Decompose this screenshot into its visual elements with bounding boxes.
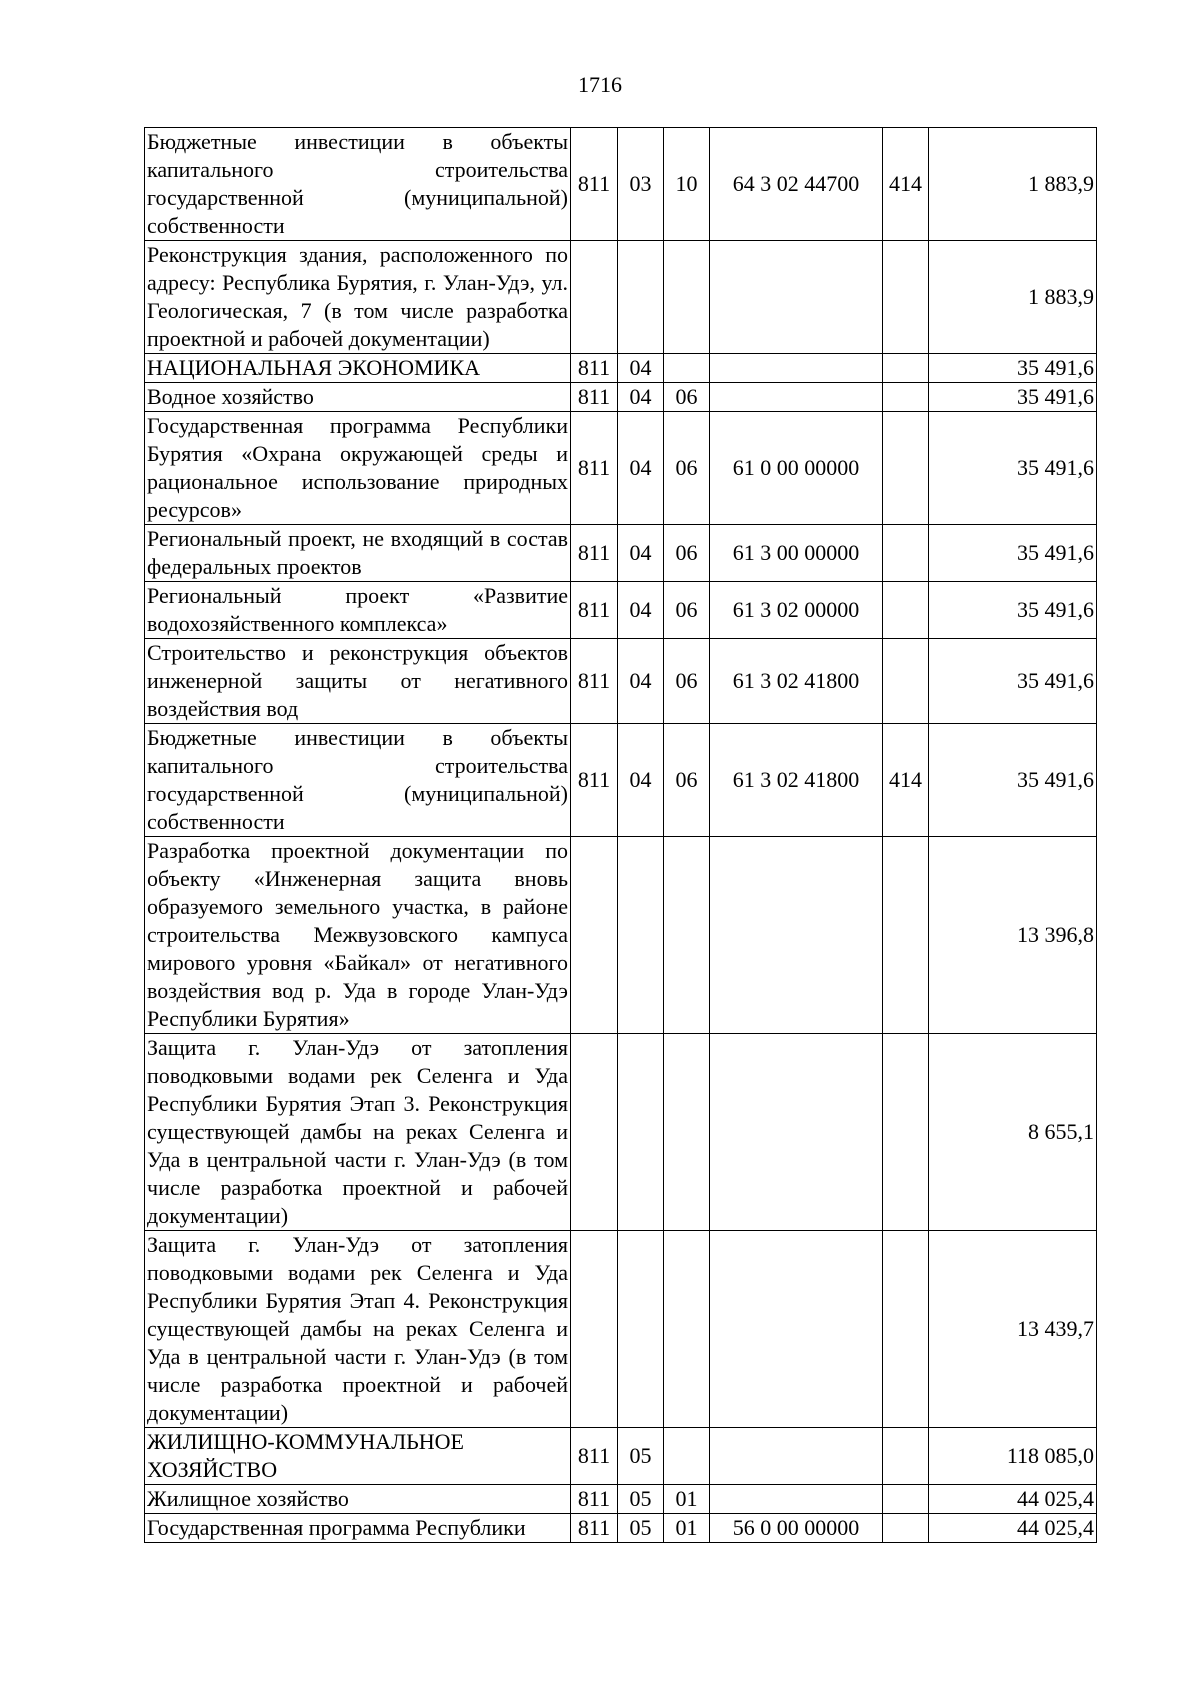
expense-type-code <box>883 354 929 383</box>
admin-code: 811 <box>571 1428 618 1485</box>
subsection-code: 10 <box>664 128 710 241</box>
expense-type-code <box>883 1485 929 1514</box>
row-name: Бюджетные инвестиции в объекты капитального строительства государственной (муниципальной) собственности <box>145 724 571 837</box>
row-name: Региональный проект, не входящий в состав федеральных проектов <box>145 525 571 582</box>
table-row <box>145 639 1097 724</box>
expense-type-code: 414 <box>883 128 929 241</box>
section-code: 04 <box>618 724 664 837</box>
row-name: Государственная программа Республики <box>145 1514 571 1543</box>
row-name: Водное хозяйство <box>145 383 571 412</box>
table-row <box>145 128 1097 241</box>
section-code <box>618 1034 664 1231</box>
section-code <box>618 241 664 354</box>
admin-code: 811 <box>571 582 618 639</box>
amount: 1 883,9 <box>929 128 1097 241</box>
target-article-code: 61 3 02 41800 <box>710 724 883 837</box>
subsection-code <box>664 241 710 354</box>
amount: 35 491,6 <box>929 724 1097 837</box>
row-name: НАЦИОНАЛЬНАЯ ЭКОНОМИКА <box>145 354 571 383</box>
target-article-code <box>710 1428 883 1485</box>
subsection-code: 06 <box>664 724 710 837</box>
subsection-code <box>664 837 710 1034</box>
expense-type-code <box>883 1231 929 1428</box>
table-row <box>145 837 1097 1034</box>
admin-code: 811 <box>571 1514 618 1543</box>
section-code: 05 <box>618 1485 664 1514</box>
target-article-code: 64 3 02 44700 <box>710 128 883 241</box>
page-number: 1716 <box>578 72 622 97</box>
subsection-code: 01 <box>664 1485 710 1514</box>
table-row <box>145 525 1097 582</box>
subsection-code <box>664 1428 710 1485</box>
table-row <box>145 412 1097 525</box>
section-code: 04 <box>618 582 664 639</box>
target-article-code: 56 0 00 00000 <box>710 1514 883 1543</box>
row-name: ЖИЛИЩНО-КОММУНАЛЬНОЕ ХОЗЯЙСТВО <box>145 1428 571 1485</box>
amount: 8 655,1 <box>929 1034 1097 1231</box>
section-code <box>618 837 664 1034</box>
target-article-code <box>710 1231 883 1428</box>
subsection-code <box>664 1231 710 1428</box>
table-row <box>145 1034 1097 1231</box>
subsection-code <box>664 354 710 383</box>
table-row <box>145 241 1097 354</box>
table-row <box>145 1514 1097 1543</box>
subsection-code: 06 <box>664 582 710 639</box>
target-article-code: 61 3 00 00000 <box>710 525 883 582</box>
row-name: Реконструкция здания, расположенного по адресу: Республика Бурятия, г. Улан-Удэ, ул. Геологическая, 7 (в том числе разработка проектной и рабочей документации) <box>145 241 571 354</box>
amount: 35 491,6 <box>929 639 1097 724</box>
admin-code <box>571 1231 618 1428</box>
row-name: Жилищное хозяйство <box>145 1485 571 1514</box>
expense-type-code: 414 <box>883 724 929 837</box>
admin-code: 811 <box>571 1485 618 1514</box>
target-article-code: 61 3 02 41800 <box>710 639 883 724</box>
section-code: 04 <box>618 412 664 525</box>
target-article-code <box>710 241 883 354</box>
expense-type-code <box>883 639 929 724</box>
amount: 44 025,4 <box>929 1485 1097 1514</box>
table-row <box>145 582 1097 639</box>
amount: 35 491,6 <box>929 525 1097 582</box>
subsection-code <box>664 1034 710 1231</box>
subsection-code: 06 <box>664 383 710 412</box>
table-row <box>145 1485 1097 1514</box>
admin-code: 811 <box>571 525 618 582</box>
target-article-code <box>710 837 883 1034</box>
expense-type-code <box>883 837 929 1034</box>
admin-code <box>571 241 618 354</box>
section-code: 04 <box>618 354 664 383</box>
target-article-code: 61 3 02 00000 <box>710 582 883 639</box>
row-name: Разработка проектной документации по объекту «Инженерная защита вновь образуемого земельного участка, в районе строительства Межвузовского кампуса мирового уровня «Байкал» от негативного воздействия вод р. Уда в городе Улан-Удэ Республики Бурятия» <box>145 837 571 1034</box>
amount: 1 883,9 <box>929 241 1097 354</box>
section-code: 05 <box>618 1514 664 1543</box>
table-row <box>145 354 1097 383</box>
target-article-code: 61 0 00 00000 <box>710 412 883 525</box>
section-code <box>618 1231 664 1428</box>
amount: 35 491,6 <box>929 383 1097 412</box>
row-name: Государственная программа Республики Бурятия «Охрана окружающей среды и рациональное использование природных ресурсов» <box>145 412 571 525</box>
row-name: Строительство и реконструкция объектов инженерной защиты от негативного воздействия вод <box>145 639 571 724</box>
amount: 13 439,7 <box>929 1231 1097 1428</box>
expense-type-code <box>883 525 929 582</box>
row-name: Региональный проект «Развитие водохозяйственного комплекса» <box>145 582 571 639</box>
expense-type-code <box>883 1034 929 1231</box>
row-name: Бюджетные инвестиции в объекты капитального строительства государственной (муниципальной) собственности <box>145 128 571 241</box>
admin-code: 811 <box>571 354 618 383</box>
amount: 118 085,0 <box>929 1428 1097 1485</box>
amount: 35 491,6 <box>929 354 1097 383</box>
subsection-code: 06 <box>664 639 710 724</box>
admin-code: 811 <box>571 412 618 525</box>
amount: 35 491,6 <box>929 582 1097 639</box>
expense-type-code <box>883 1514 929 1543</box>
table-row <box>145 383 1097 412</box>
target-article-code <box>710 1485 883 1514</box>
expense-type-code <box>883 383 929 412</box>
budget-table <box>144 127 1097 1543</box>
section-code: 04 <box>618 383 664 412</box>
admin-code: 811 <box>571 639 618 724</box>
admin-code: 811 <box>571 383 618 412</box>
expense-type-code <box>883 582 929 639</box>
section-code: 03 <box>618 128 664 241</box>
admin-code <box>571 837 618 1034</box>
expense-type-code <box>883 412 929 525</box>
section-code: 05 <box>618 1428 664 1485</box>
expense-type-code <box>883 1428 929 1485</box>
amount: 13 396,8 <box>929 837 1097 1034</box>
subsection-code: 06 <box>664 525 710 582</box>
expense-type-code <box>883 241 929 354</box>
admin-code <box>571 1034 618 1231</box>
amount: 35 491,6 <box>929 412 1097 525</box>
section-code: 04 <box>618 639 664 724</box>
row-name: Защита г. Улан-Удэ от затопления поводковыми водами рек Селенга и Уда Республики Бурятия Этап 3. Реконструкция существующей дамбы на реках Селенга и Уда в центральной части г. Улан-Удэ (в том числе разработка проектной и рабочей документации) <box>145 1034 571 1231</box>
subsection-code: 06 <box>664 412 710 525</box>
amount: 44 025,4 <box>929 1514 1097 1543</box>
table-row <box>145 1428 1097 1485</box>
admin-code: 811 <box>571 128 618 241</box>
section-code: 04 <box>618 525 664 582</box>
admin-code: 811 <box>571 724 618 837</box>
table-row <box>145 1231 1097 1428</box>
target-article-code <box>710 383 883 412</box>
row-name: Защита г. Улан-Удэ от затопления поводковыми водами рек Селенга и Уда Республики Бурятия Этап 4. Реконструкция существующей дамбы на реках Селенга и Уда в центральной части г. Улан-Удэ (в том числе разработка проектной и рабочей документации) <box>145 1231 571 1428</box>
subsection-code: 01 <box>664 1514 710 1543</box>
target-article-code <box>710 1034 883 1231</box>
target-article-code <box>710 354 883 383</box>
table-row <box>145 724 1097 837</box>
